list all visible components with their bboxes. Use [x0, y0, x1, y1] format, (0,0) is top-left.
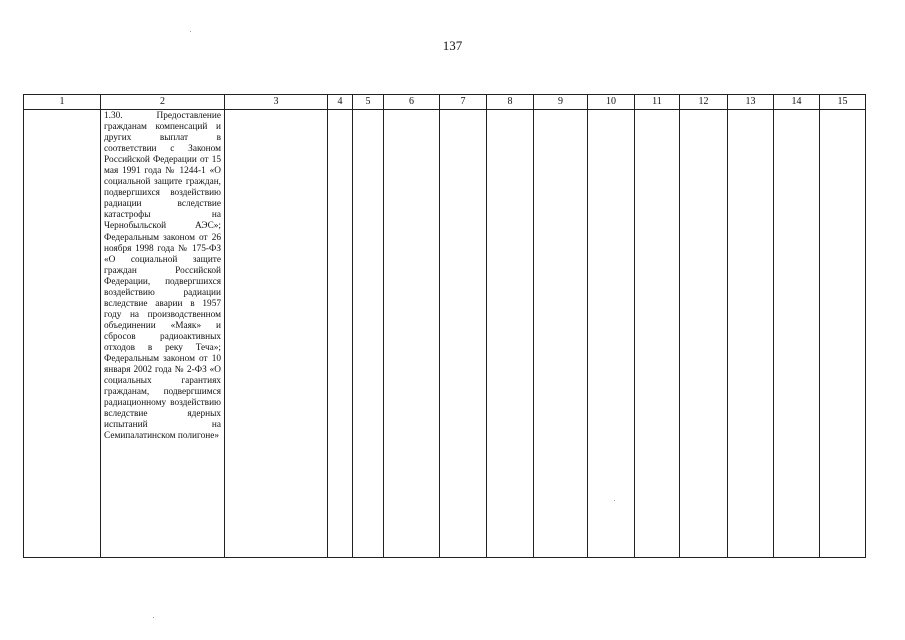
cell-col-15	[820, 110, 866, 558]
column-header: 2	[101, 95, 225, 110]
data-table	[23, 94, 866, 558]
description-text: 1.30. Предоставление гражданам компенсаций и других выплат в соответствии с Законом Российской Федерации от 15 мая 1991 года № 1244-1 «О социальной защите граждан, подвергшихся воздействию радиации вследствие катастрофы на Чернобыльской АЭС»; Федеральным законом от 26 ноября 1998 года № 175-ФЗ «О социальной защите граждан Российской Федерации, подвергшихся воздействию радиации вследствие аварии в 1957 году на производственном объединении «Маяк» и сбросов радиоактивных отходов в реку Теча»; Федеральным законом от 10 января 2002 года № 2-ФЗ «О социальных гарантиях гражданам, подвергшимся радиационному воздействию вследствие ядерных испытаний на Семипалатинском полигоне»	[104, 111, 221, 442]
column-header: 13	[728, 95, 774, 110]
page-number: 137	[442, 38, 463, 53]
column-header: 6	[384, 95, 440, 110]
column-header: 11	[635, 95, 680, 110]
column-header: 12	[680, 95, 728, 110]
cell-col-13	[728, 110, 774, 558]
scan-speck	[614, 500, 615, 501]
column-header: 1	[24, 95, 101, 110]
cell-col-6	[384, 110, 440, 558]
cell-col-2-description	[101, 110, 225, 558]
column-header: 7	[440, 95, 487, 110]
cell-col-1	[24, 110, 101, 558]
table-header-row	[24, 95, 866, 110]
cell-col-7	[440, 110, 487, 558]
column-header: 9	[534, 95, 588, 110]
column-header: 10	[588, 95, 635, 110]
cell-col-8	[487, 110, 534, 558]
cell-col-9	[534, 110, 588, 558]
table-row	[24, 110, 866, 558]
column-header: 5	[353, 95, 384, 110]
column-header: 4	[328, 95, 353, 110]
scan-speck	[153, 617, 154, 618]
column-header: 15	[820, 95, 866, 110]
cell-col-5	[353, 110, 384, 558]
cell-col-10	[588, 110, 635, 558]
column-header: 14	[774, 95, 820, 110]
cell-col-4	[328, 110, 353, 558]
cell-col-3	[225, 110, 328, 558]
cell-col-14	[774, 110, 820, 558]
cell-col-12	[680, 110, 728, 558]
cell-col-11	[635, 110, 680, 558]
column-header: 3	[225, 95, 328, 110]
scan-speck	[190, 31, 191, 32]
column-header: 8	[487, 95, 534, 110]
